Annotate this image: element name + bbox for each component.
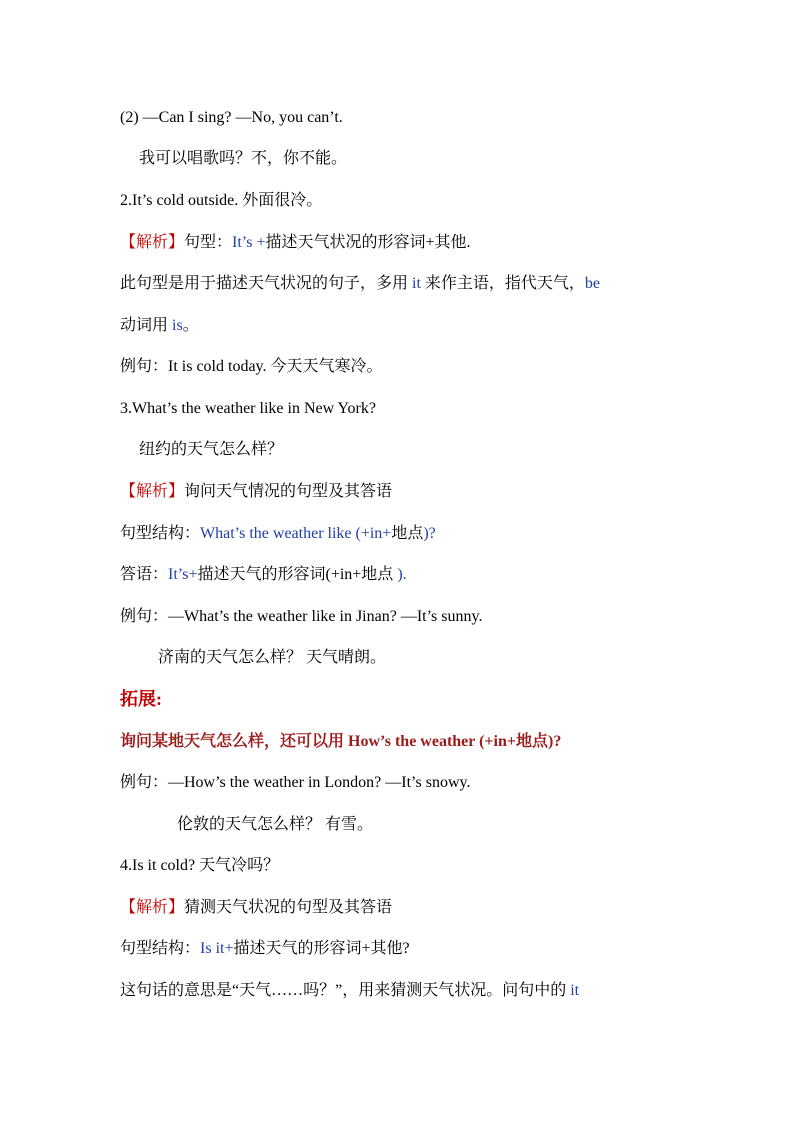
- text-line: 3.What’s the weather like in New York?: [120, 400, 376, 417]
- highlight-span: is: [172, 317, 183, 334]
- text-span: 句型结构：: [120, 940, 201, 957]
- text-span: 地点: [391, 525, 424, 542]
- analysis-tag: 【解析】: [120, 234, 185, 251]
- highlight-span: It’s +: [232, 234, 266, 251]
- analysis-line: [120, 481, 392, 503]
- highlight-span: It’s+: [168, 566, 198, 583]
- text-span: 句型：: [184, 234, 233, 251]
- text-span: 描述天气状况的形容词+其他.: [265, 234, 471, 251]
- text-span: 这句话的意思是“天气……吗？”，用来猜测天气状况。问句中的: [120, 982, 571, 999]
- analysis-tag: 【解析】: [120, 483, 185, 500]
- highlight-span: )?: [423, 525, 436, 542]
- text-line: 济南的天气怎么样？ 天气晴朗。: [158, 649, 387, 666]
- example-line: 例句：—How’s the weather in London? —It’s snowy.: [120, 774, 471, 791]
- text-line: [120, 273, 600, 295]
- text-span: 答语：: [120, 566, 169, 583]
- text-span: 来作主语，指代天气，: [420, 275, 585, 292]
- highlight-span: What’s the weather like (+in+: [200, 525, 392, 542]
- text-line: 我可以唱歌吗？不，你不能。: [139, 150, 348, 167]
- highlight-span: it: [412, 275, 421, 292]
- text-line: [120, 980, 579, 1002]
- text-line: [120, 315, 199, 337]
- analysis-line: [120, 897, 392, 919]
- extension-line: 询问某地天气怎么样，还可以用 How’s the weather (+in+地点)?: [120, 733, 562, 750]
- text-line: 4.Is it cold? 天气冷吗？: [120, 857, 280, 874]
- analysis-line: [120, 232, 471, 254]
- highlight-span: it: [570, 982, 580, 999]
- text-span: 句型结构：: [120, 525, 201, 542]
- text-span: 询问天气情况的句型及其答语: [184, 483, 393, 500]
- text-line: 伦敦的天气怎么样？ 有雪。: [177, 816, 374, 833]
- text-line: 纽约的天气怎么样？: [139, 441, 284, 458]
- section-heading: 拓展:: [120, 689, 162, 709]
- example-line: 例句：—What’s the weather like in Jinan? —It’s sunny.: [120, 608, 483, 625]
- text-line: [120, 564, 407, 586]
- highlight-span: ).: [397, 566, 407, 583]
- text-line: [120, 938, 410, 960]
- example-line: 例句：It is cold today. 今天天气寒冷。: [120, 358, 383, 375]
- text-span: 猜测天气状况的句型及其答语: [184, 899, 393, 916]
- text-span: 此句型是用于描述天气状况的句子，多用: [120, 275, 413, 292]
- text-span: 描述天气的形容词(+in+地点: [197, 566, 398, 583]
- text-line: [120, 523, 436, 545]
- text-line: (2) —Can I sing? —No, you can’t.: [120, 109, 343, 126]
- analysis-tag: 【解析】: [120, 899, 185, 916]
- text-span: 。: [182, 317, 199, 334]
- highlight-span: be: [584, 275, 601, 292]
- text-span: 动词用: [120, 317, 173, 334]
- highlight-span: Is it+: [200, 940, 234, 957]
- text-line: 2.It’s cold outside. 外面很冷。: [120, 192, 323, 209]
- text-span: 描述天气的形容词+其他?: [233, 940, 410, 957]
